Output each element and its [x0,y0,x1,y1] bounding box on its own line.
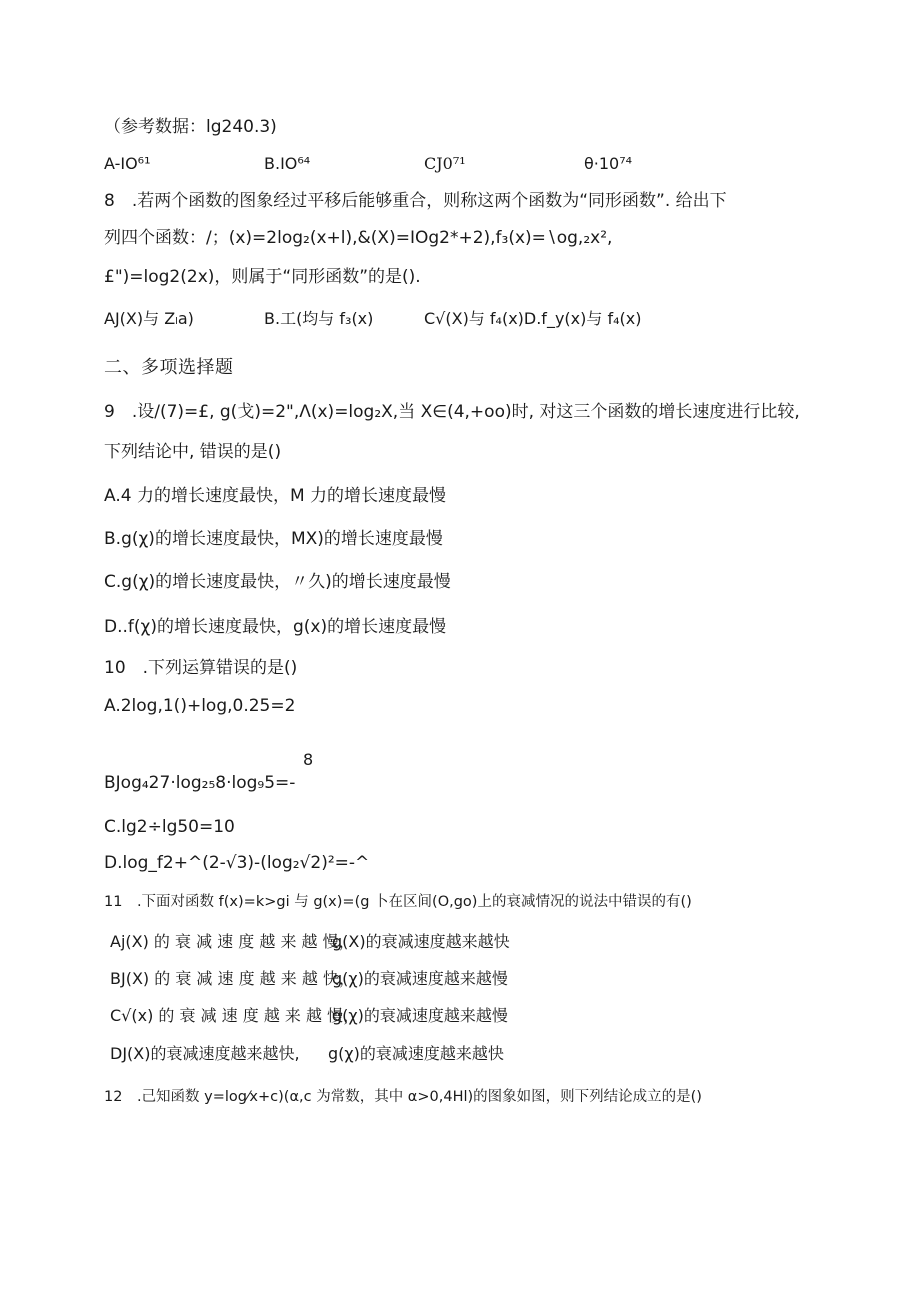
q10-option-a: A.2log,1()+log,0.25=2 [104,696,296,716]
q8-option-a: AJ(X)与 Zₗa) [104,309,194,328]
q9-option-b: B.g(χ)的增长速度最快，MX)的增长速度最慢 [104,529,443,549]
q8-option-b: B.工(均与 f₃(x) [264,309,374,328]
q7-option-a: A-IO⁶¹ [104,154,151,173]
q11-option-a-part2: g(X)的衰减速度越来越快 [332,932,510,951]
section-title-multiple-choice: 二、多项选择题 [104,357,234,378]
q7-option-c: CJ0⁷¹ [424,154,466,173]
q11-option-b-part1: BJ(X) 的 衰 减 速 度 越 来 越 快， [110,969,355,988]
q11-option-c-part1: C√(x) 的 衰 减 速 度 越 来 越 慢， [110,1006,360,1025]
q9-option-a: A.4 力的增长速度最快，M 力的增长速度最慢 [104,486,447,506]
q8-stem-line1: 8 .若两个函数的图象经过平移后能够重合，则称这两个函数为“同形函数”. 给出下 [104,191,727,211]
q11-stem: 11 .下面对函数 f(x)=k>gi 与 g(x)=(g 卜在区间(O,go)上的衰减情况的说法中错误的有() [104,894,692,910]
q7-option-b: B.IO⁶⁴ [264,154,311,173]
q9-stem-line2: 下列结论中, 错误的是() [104,442,282,462]
q9-option-d: D..f(χ)的增长速度最快，g(x)的增长速度最慢 [104,617,447,637]
q8-option-cd: C√(X)与 f₄(x)D.f_y(x)与 f₄(x) [424,309,642,328]
q9-option-c: C.g(χ)的增长速度最快，〃久)的增长速度最慢 [104,572,451,592]
q8-stem-line2: 列四个函数：/；(x)=2log₂(x+l),&(X)=IOg2*+2),f₃(x)=∖og,₂x², [104,228,613,248]
q7-option-d: θ·10⁷⁴ [584,154,633,173]
q11-option-d-part2: g(χ)的衰减速度越来越快 [328,1044,504,1063]
q11-option-c-part2: g(χ)的衰减速度越来越慢 [332,1006,508,1025]
q11-option-d-part1: DJ(X)的衰减速度越来越快, [110,1044,300,1063]
q11-option-b-part2: g(χ)的衰减速度越来越慢 [332,969,508,988]
q10-option-b: BJog₄27·log₂₅8·log₉5=- [104,773,296,793]
q11-option-a-part1: Aj(X) 的 衰 减 速 度 越 来 越 慢， [110,932,355,951]
q10-option-c: C.lg2÷lg50=10 [104,817,235,837]
q10-option-b-fraction-numerator: 8 [303,750,314,769]
q8-stem-line3: £")=log2(2x)，则属于“同形函数”的是(). [104,267,421,287]
q10-stem: 10 .下列运算错误的是() [104,658,298,678]
reference-data-note: （参考数据：lg240.3) [104,117,277,137]
q12-stem: 12 .己知函数 y=log⁄x+c)(α,c 为常数，其中 α>0,4Hl)的图象如图，则下列结论成立的是() [104,1089,702,1105]
q9-stem-line1: 9 .设/(7)=£, g(戈)=2",Λ(x)=log₂X,当 X∈(4,+oo)时, 对这三个函数的增长速度进行比较, [104,402,800,422]
q10-option-d: D.log_f2+^(2-√3)-(log₂√2)²=-^ [104,853,370,873]
